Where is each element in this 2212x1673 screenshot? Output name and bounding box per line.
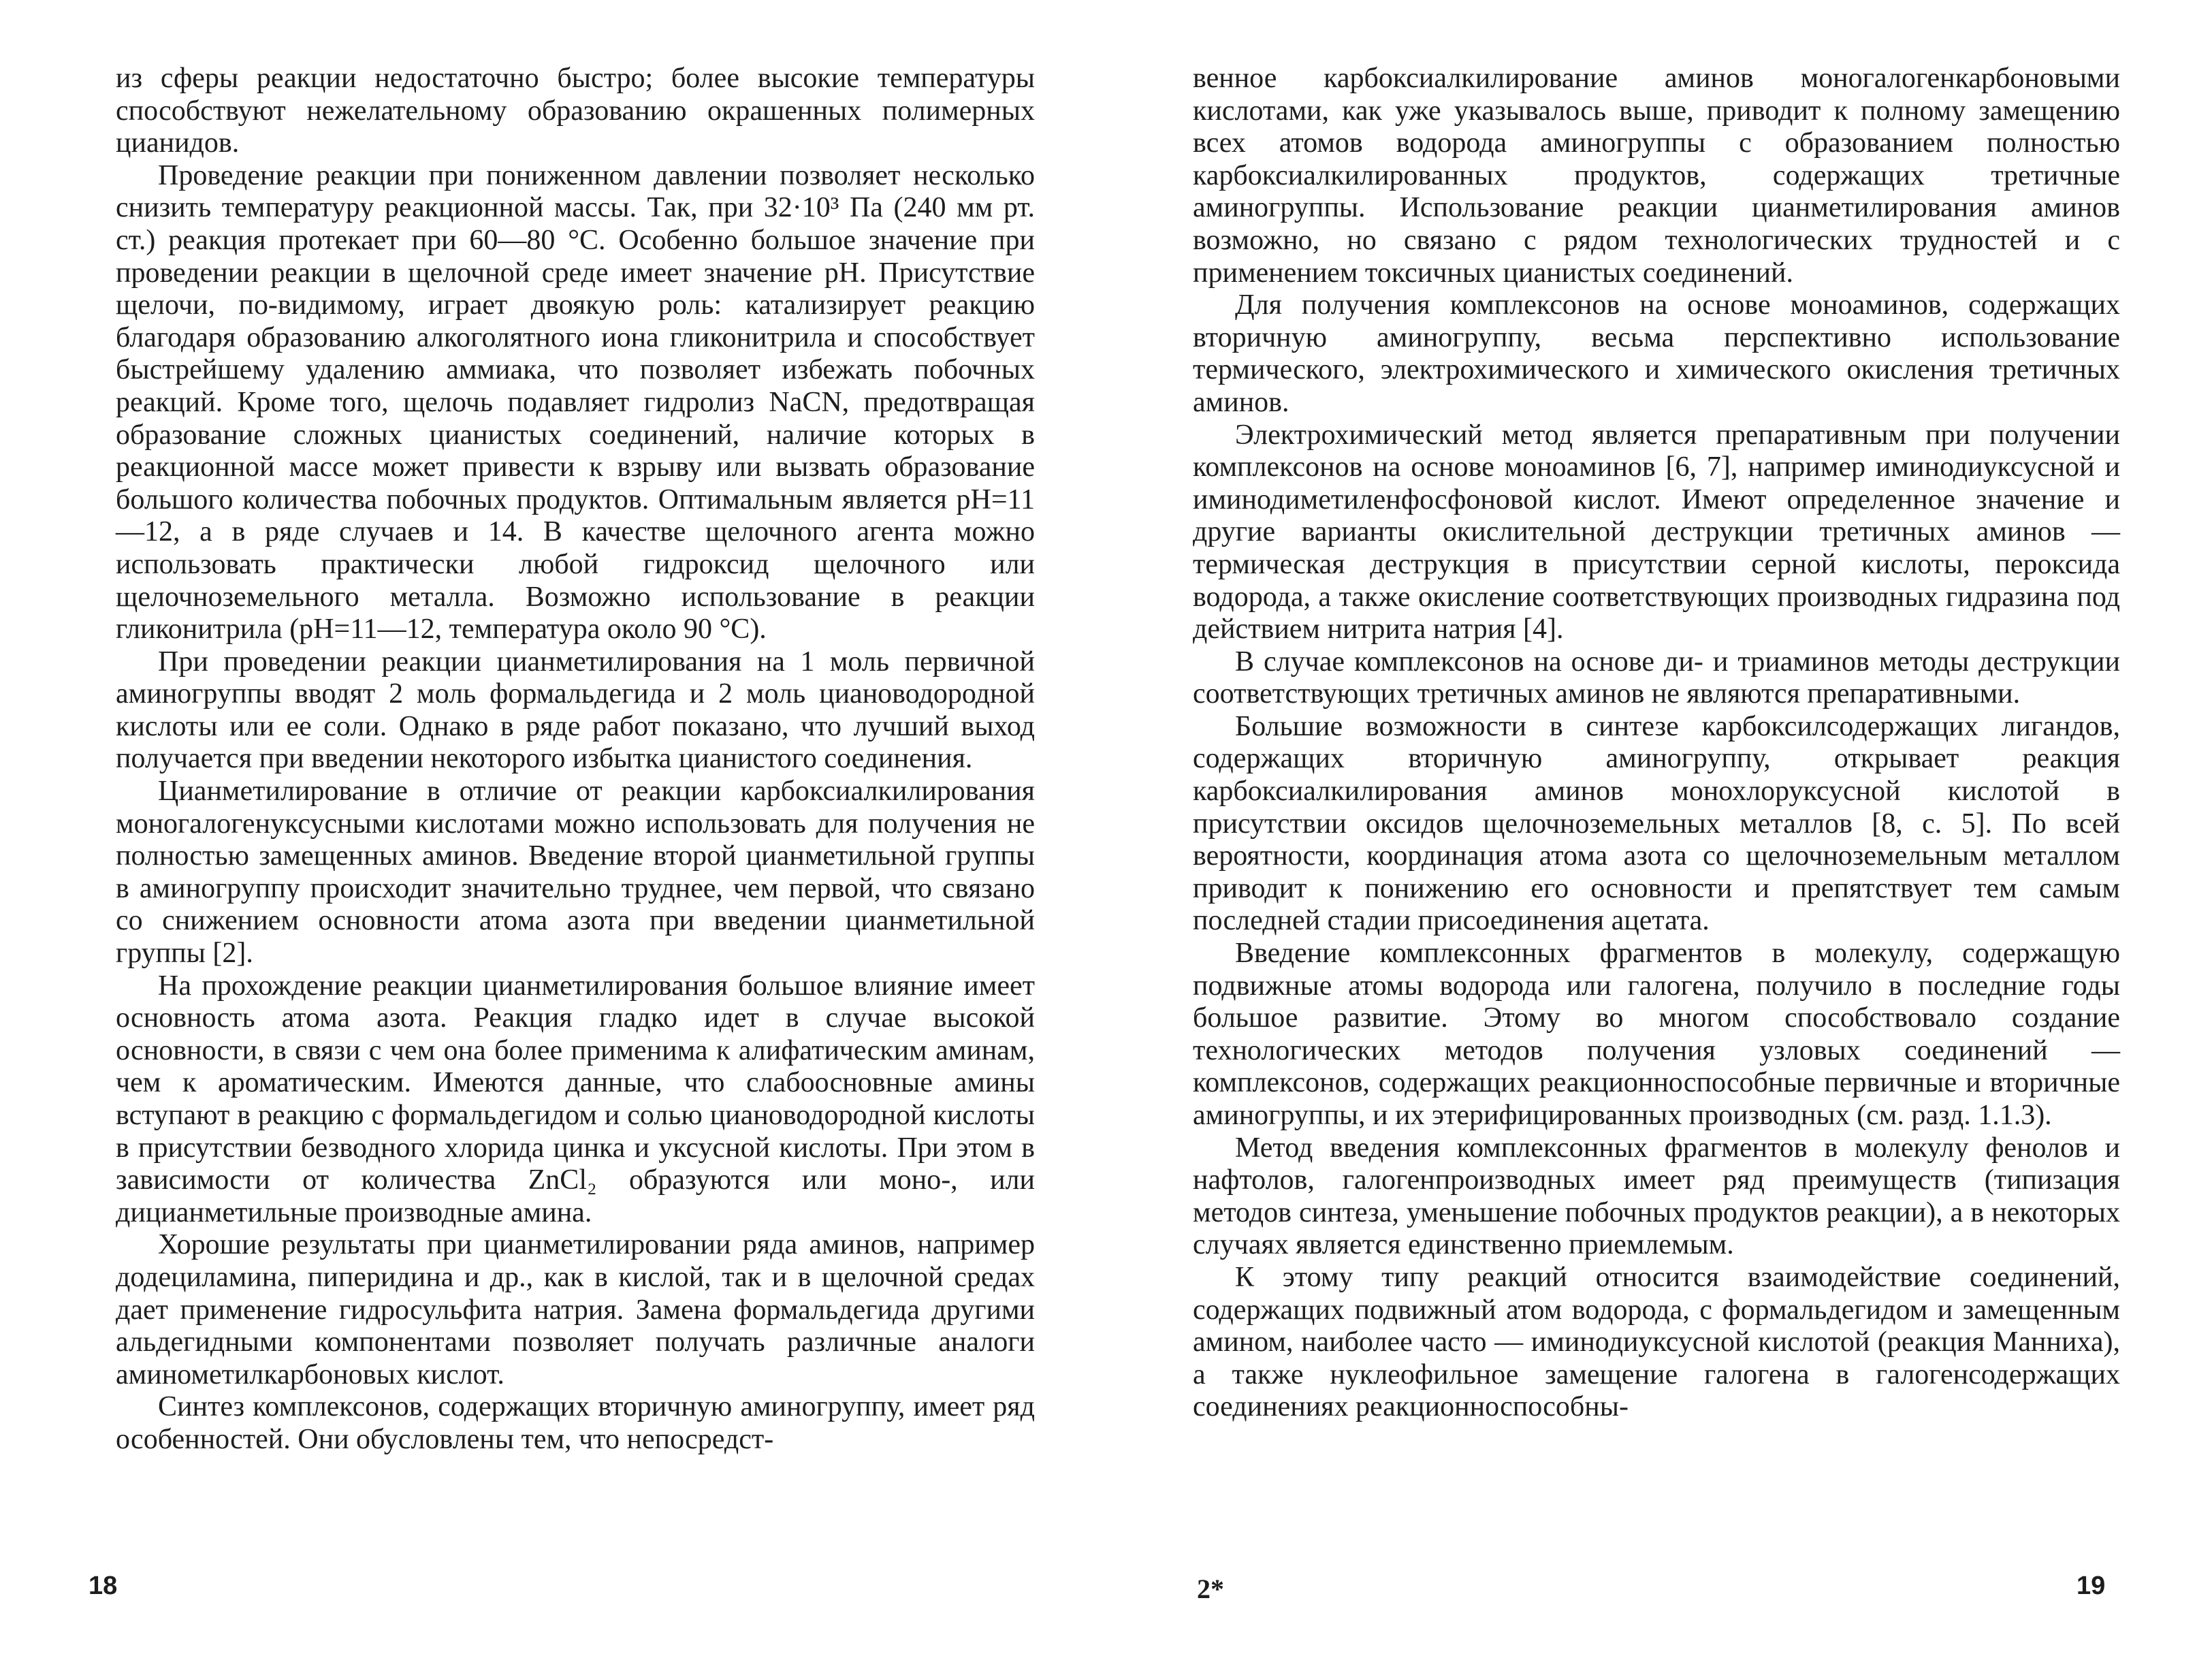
paragraph: На прохождение реакции цианметилирования большое влияние имеет основность атома азота. Реакция гладко идет в случае высокой основности, в связи с чем она более применима к алифатическим аминам, чем к ароматическим. Имеются данные, что слабоосновные амины вступают в реакцию с формальдегидом и солью циановодородной кислоты в присутствии безводного хлорида цинка и уксусной кислоты. При этом в зависимости от количества ZnCl₂ образуются или моно-, или дицианметильные производные амина. xyxy=(116,970,1035,1228)
paragraph: В случае комплексонов на основе ди- и триаминов методы деструкции соответствующих третичных аминов не являются препаративными. xyxy=(1193,646,2120,710)
paragraph: из сферы реакции недостаточно быстро; более высокие температуры способствуют нежелательному образованию окрашенных полимерных цианидов. xyxy=(116,63,1035,159)
paragraph: Для получения комплексонов на основе моноаминов, содержащих вторичную аминогруппу, весьма перспективно использование термического, электрохимического и химического окисления третичных аминов. xyxy=(1193,289,2120,418)
right-page xyxy=(1193,63,2120,1424)
paragraph: венное карбоксиалкилирование аминов моногалогенкарбоновыми кислотами, как уже указывалось выше, приводит к полному замещению всех атомов водорода аминогруппы с образованием полностью карбоксиалкилированных продуктов, содержащих третичные аминогруппы. Использование реакции цианметилирования аминов возможно, но связано с рядом технологических трудностей и с применением токсичных цианистых соединений. xyxy=(1193,63,2120,289)
paragraph: Проведение реакции при пониженном давлении позволяет несколько снизить температуру реакционной массы. Так, при 32·10³ Па (240 мм рт. ст.) реакция протекает при 60—80 °С. Особенно большое значение при проведении реакции в щелочной среде имеет значение pH. Присутствие щелочи, по-видимому, играет двоякую роль: катализирует реакцию благодаря образованию алкоголятного иона гликонитрила и способствует быстрейшему удалению аммиака, что позволяет избежать побочных реакций. Кроме того, щелочь подавляет гидролиз NaCN, предотвращая образование сложных цианистых соединений, наличие которых в реакционной массе может привести к взрыву или вызвать образование большого количества побочных продуктов. Оптимальным является pH=11—12, а в ряде случаев и 14. В качестве щелочного агента можно использовать практически любой гидроксид щелочного или щелочноземельного металла. Возможно использование в реакции гликонитрила (pH=11—12, температура около 90 °С). xyxy=(116,159,1035,646)
paragraph: Метод введения комплексонных фрагментов в молекулу фенолов и нафтолов, галогенпроизводных имеет ряд преимуществ (типизация методов синтеза, уменьшение побочных продуктов реакции), а в некоторых случаях является единственно приемлемым. xyxy=(1193,1132,2120,1261)
signature-mark: 2* xyxy=(1197,1574,1224,1604)
paragraph: При проведении реакции цианметилирования на 1 моль первичной аминогруппы вводят 2 моль формальдегида и 2 моль циановодородной кислоты или ее соли. Однако в ряде работ показано, что лучший выход получается при введении некоторого избытка цианистого соединения. xyxy=(116,646,1035,775)
left-page xyxy=(116,63,1035,1456)
paragraph: Цианметилирование в отличие от реакции карбоксиалкилирования моногалогенуксусными кислотами можно использовать для получения не полностью замещенных аминов. Введение второй цианметильной группы в аминогруппу происходит значительно труднее, чем первой, что связано со снижением основности атома азота при введении цианметильной группы [2]. xyxy=(116,776,1035,970)
page-number-left: 18 xyxy=(89,1572,118,1600)
paragraph: Синтез комплексонов, содержащих вторичную аминогруппу, имеет ряд особенностей. Они обусловлены тем, что непосредст- xyxy=(116,1391,1035,1455)
paragraph: К этому типу реакций относится взаимодействие соединений, содержащих подвижный атом водорода, с формальдегидом и замещенным амином, наиболее часто — иминодиуксусной кислотой (реакция Манниха), а также нуклеофильное замещение галогена в галогенсодержащих соединениях реакционноспособны- xyxy=(1193,1261,2120,1423)
paragraph: Хорошие результаты при цианметилировании ряда аминов, например додециламина, пиперидина и др., как в кислой, так и в щелочной средах дает применение гидросульфита натрия. Замена формальдегида другими альдегидными компонентами позволяет получать различные аналоги аминометилкарбоновых кислот. xyxy=(116,1229,1035,1390)
page-number-right: 19 xyxy=(2077,1572,2106,1600)
paragraph: Введение комплексонных фрагментов в молекулу, содержащую подвижные атомы водорода или галогена, получило в последние годы большое развитие. Этому во многом способствовало создание технологических методов получения узловых соединений — комплексонов, содержащих реакционноспособные первичные и вторичные аминогруппы, и их этерифицированных производных (см. разд. 1.1.3). xyxy=(1193,938,2120,1131)
paragraph: Электрохимический метод является препаративным при получении комплексонов на основе моноаминов [6, 7], например иминодиуксусной и иминодиметиленфосфоновой кислот. Имеют определенное значение и другие варианты окислительной деструкции третичных аминов — термическая деструкция в присутствии серной кислоты, пероксида водорода, а также окисление соответствующих производных гидразина под действием нитрита натрия [4]. xyxy=(1193,419,2120,646)
paragraph: Большие возможности в синтезе карбоксилсодержащих лигандов, содержащих вторичную аминогруппу, открывает реакция карбоксиалкилирования аминов монохлоруксусной кислотой в присутствии оксидов щелочноземельных металлов [8, с. 5]. По всей вероятности, координация атома азота со щелочноземельным металлом приводит к понижению его основности и препятствует тем самым последней стадии присоединения ацетата. xyxy=(1193,710,2120,937)
